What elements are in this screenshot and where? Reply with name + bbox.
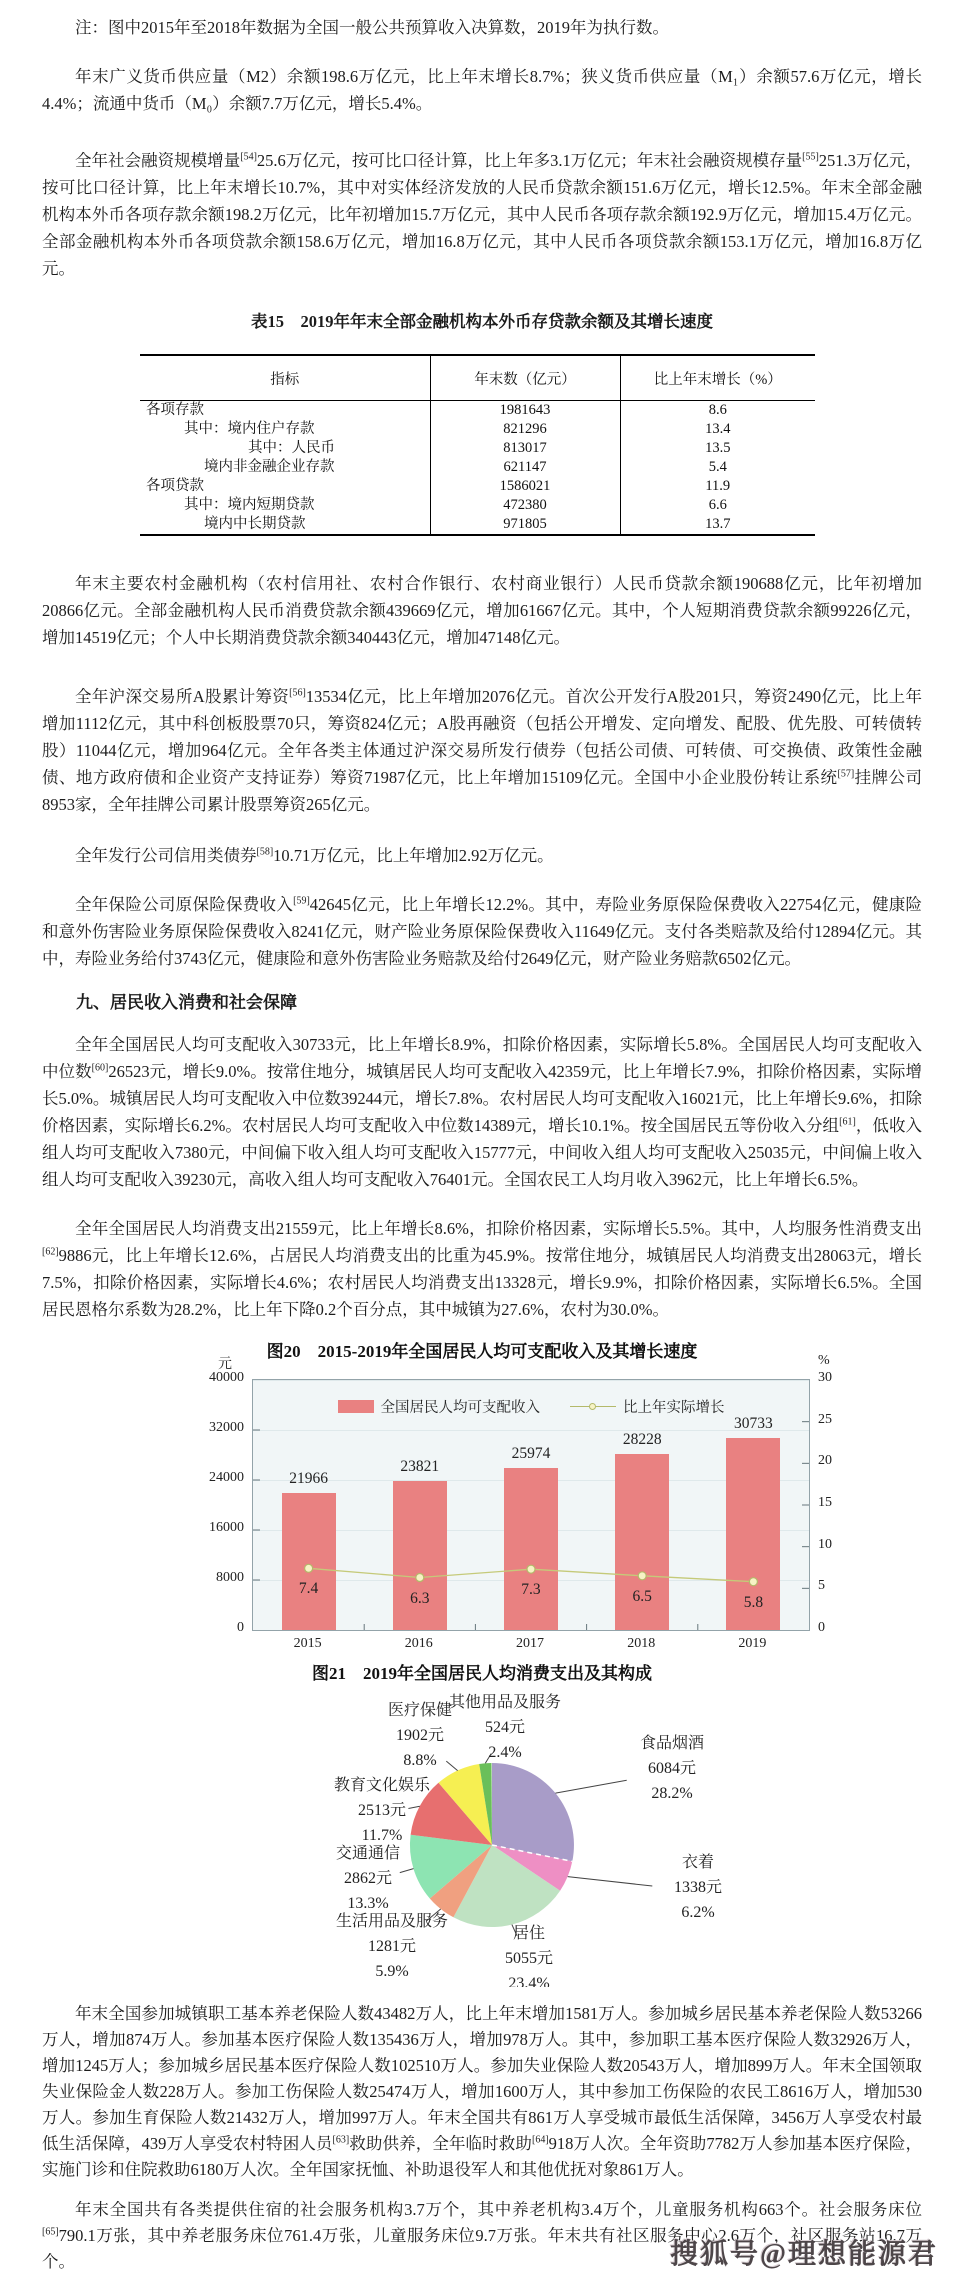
growth-cell: 5.4 xyxy=(620,458,815,477)
growth-cell: 8.6 xyxy=(620,401,815,421)
growth-cell: 13.5 xyxy=(620,439,815,458)
right-axis-tick: 20 xyxy=(818,1453,832,1469)
left-axis-tick: 8000 xyxy=(216,1570,244,1585)
line-legend-symbol xyxy=(570,1401,616,1413)
x-axis-label: 2016 xyxy=(404,1636,433,1651)
right-axis-tick: 25 xyxy=(818,1411,832,1427)
paragraph-social-services: 年末全国共有各类提供住宿的社会服务机构3.7万个，其中养老机构3.4万个，儿童服务机构663个。社会服务床位[65]790.1万张，其中养老服务床位761.4万张，儿童服务床位9.7万张。年末共有社区服务中心2.6万个，社区服务站16.7万个。 xyxy=(42,2200,923,2271)
paragraph-insurance: 全年保险公司原保险保费收入[59]42645亿元，比上年增长12.2%。其中，寿险业务原保险保费收入22754亿元，健康险和意外伤害险业务原保险保费收入8241亿元，财产险业务原保险保费收入11649亿元。支付各类赔款及给付12894亿元。其中，寿险业务给付3743亿元，健康险和意外伤害险业务赔款及给付2649亿元，财产险业务赔款6502亿元。 xyxy=(42,895,922,968)
right-axis-tick: 5 xyxy=(818,1578,825,1594)
pie-leader-食品烟酒 xyxy=(556,1780,627,1793)
growth-cell: 11.9 xyxy=(620,477,815,496)
bar-value-2015: 21966 xyxy=(289,1469,328,1487)
table-row xyxy=(140,401,815,421)
x-axis-label: 2019 xyxy=(738,1636,767,1651)
value-cell: 472380 xyxy=(430,496,620,515)
growth-label-2016: 6.3 xyxy=(410,1589,430,1607)
growth-cell: 13.7 xyxy=(620,515,815,535)
line-legend-label: 比上年实际增长 xyxy=(623,1400,725,1416)
bar-value-2017: 25974 xyxy=(511,1444,551,1462)
paragraph-income: 全年全国居民人均可支配收入30733元，比上年增长8.9%，扣除价格因素，实际增长5.8%。全国居民人均可支配收入中位数[60]26523元，增长9.0%。按常住地分，城镇居民人均可支配收入42359元，比上年增长7.9%，扣除价格因素，实际增长5.0%。城镇居民人均可支配收入中位数39244元，增长7.8%。农村居民人均可支配收入16021元，比上年增长9.6%，扣除价格因素，实际增长6.2%。农村居民人均可支配收入中位数14389元，增长10.1%。按全国居民五等份收入分组[61]，低收入组人均可支配收入7380元，中间偏下收入组人均可支配收入15777元，中间收入组人均可支配收入25035元，中间偏上收入组人均可支配收入39230元，高收入组人均可支配收入76401元。全国农民工人均月收入3962元，比上年增长6.5%。 xyxy=(42,1035,922,1189)
bar-value-2018: 28228 xyxy=(622,1430,662,1448)
pie-slice-食品烟酒 xyxy=(492,1763,574,1861)
bar-2017 xyxy=(504,1468,558,1630)
paragraph-social-security: 年末全国参加城镇职工基本养老保险人数43482万人，比上年末增加1581万人。参加城乡居民基本养老保险人数53266万人，增加874万人。参加基本医疗保险人数135436万人，增加978万人。其中，参加职工基本医疗保险人数32926万人，增加1245万人；参加城乡居民基本医疗保险人数102510万人。参加失业保险人数20543万人，增加899万人。年末全国领取失业保险金人数228万人。参加工伤保险人数25474万人，增加1600万人，其中参加工伤保险的农民工8616万人，增加530万人。参加生育保险人数21432万人，增加997万人。年末全国共有861万人享受城市最低生活保障，3456万人享受农村最低生活保障，439万人享受农村特困人员[63]救助供养，全年临时救助[64]918万人次。全年资助7782万人参加基本医疗保险，实施门诊和住院救助6180万人次。全年国家抚恤、补助退役军人和其他优抚对象861万人。 xyxy=(42,2004,923,2179)
pie-label-其他用品及服务: 其他用品及服务 524元 2.4% xyxy=(448,1694,562,1761)
left-axis-tick: 0 xyxy=(237,1620,244,1635)
table-row xyxy=(140,439,815,458)
table-row xyxy=(140,420,815,439)
right-axis-tick: 10 xyxy=(818,1536,832,1552)
table-header-row xyxy=(140,355,815,401)
pie-label-生活用品及服务: 生活用品及服务 1281元 5.9% xyxy=(335,1913,449,1980)
fig20-legend xyxy=(253,1396,809,1417)
paragraph-consumption: 全年全国居民人均消费支出21559元，比上年增长8.6%，扣除价格因素，实际增长5.5%。其中，人均服务性消费支出[62]9886元，比上年增长12.6%，占居民人均消费支出的比重为45.9%。按常住地分，城镇居民人均消费支出28063元，增长7.5%，扣除价格因素，实际增长4.6%；农村居民人均消费支出13328元，增长9.9%，扣除价格因素，实际增长6.5%。全国居民恩格尔系数为28.2%，比上年下降0.2个百分点，其中城镇为27.6%，农村为30.0%。 xyxy=(42,1219,922,1319)
watermark: 搜狐号@理想能源君 xyxy=(669,2239,938,2270)
growth-label-2017: 7.3 xyxy=(521,1581,541,1599)
figure20-bar-chart xyxy=(132,1335,832,1653)
bar-2015 xyxy=(282,1493,336,1630)
paragraph-stock-market: 全年沪深交易所A股累计筹资[56]13534亿元，比上年增加2076亿元。首次公开发行A股201只，筹资2490亿元，比上年增加1112亿元，其中科创板股票70只，筹资824亿元；A股再融资（包括公开增发、定向增发、配股、优先股、可转债转股）11044亿元，增加964亿元。全年各类主体通过沪深交易所发行债券（包括公司债、可转债、可交换债、政策性金融债、地方政府债和企业资产支持证券）筹资71987亿元，比上年增加15109亿元。全国中小企业股份转让系统[57]挂牌公司8953家，全年挂牌公司累计股票筹资265亿元。 xyxy=(42,687,923,814)
pie-label-居住: 居住 5055元 23.4% xyxy=(504,1925,554,1987)
paragraph-rural-finance: 年末主要农村金融机构（农村信用社、农村合作银行、农村商业银行）人民币贷款余额190688亿元，比年初增加20866亿元。全部金融机构人民币消费贷款余额439669亿元，增加61667亿元。其中，个人短期消费贷款余额99226亿元，增加14519亿元；个人中长期消费贷款余额340443亿元，增加47148亿元。 xyxy=(42,574,922,647)
bar-value-2016: 23821 xyxy=(400,1458,440,1476)
pie-svg xyxy=(132,1685,832,1987)
value-cell: 821296 xyxy=(430,420,620,439)
section-heading-9: 九、居民收入消费和社会保障 xyxy=(76,993,297,1012)
indicator-cell: 境内中长期贷款 xyxy=(204,516,306,532)
x-axis-label: 2017 xyxy=(515,1636,544,1651)
fig20-title: 图20 2015-2019年全国居民人均可支配收入及其增长速度 xyxy=(266,1342,698,1361)
pie-label-教育文化娱乐: 教育文化娱乐 2513元 11.7% xyxy=(333,1777,431,1844)
left-axis-tick: 24000 xyxy=(209,1470,244,1485)
table-header-cell: 比上年末增长（%） xyxy=(620,355,815,401)
pie-leader-交通通信 xyxy=(400,1869,414,1873)
indicator-cell: 各项贷款 xyxy=(146,478,204,494)
paragraph-money-supply: 年末广义货币供应量（M2）余额198.6万亿元，比上年末增长8.7%；狭义货币供应量（M₁）余额57.6万亿元，增长4.4%；流通中货币（M₀）余额7.7万亿元，增长5.4%。 xyxy=(42,67,922,113)
x-axis-label: 2015 xyxy=(293,1636,322,1651)
table-15 xyxy=(140,354,815,536)
pie-label-衣着: 衣着 1338元 6.2% xyxy=(673,1854,723,1921)
right-axis-tick: 0 xyxy=(818,1620,825,1635)
growth-cell: 13.4 xyxy=(620,420,815,439)
value-cell: 621147 xyxy=(430,458,620,477)
right-axis-tick: 15 xyxy=(818,1495,832,1510)
indicator-cell: 其中：人民币 xyxy=(248,440,335,456)
bar-value-2019: 30733 xyxy=(734,1414,773,1432)
table-row xyxy=(140,515,815,535)
legend-item-line xyxy=(570,1396,725,1417)
pie-label-医疗保健: 医疗保健 1902元 8.8% xyxy=(387,1702,453,1769)
table-header-cell: 指标 xyxy=(140,355,430,401)
growth-label-2015: 7.4 xyxy=(298,1580,319,1598)
pie-leader-教育文化娱乐 xyxy=(408,1806,419,1808)
left-axis-unit: 元 xyxy=(218,1357,232,1372)
table-row xyxy=(140,477,815,496)
paragraph-social-financing: 全年社会融资规模增量[54]25.6万亿元，按可比口径计算，比上年多3.1万亿元；年末社会融资规模存量[55]251.3万亿元，按可比口径计算，比上年末增长10.7%，其中对实体经济发放的人民币贷款余额151.6万亿元，增长12.5%。年末全部金融机构本外币各项存款余额198.2万亿元，比年初增加15.7万亿元，其中人民币各项存款余额192.9万亿元，增加15.4万亿元。全部金融机构本外币各项贷款余额158.6万亿元，增加16.8万亿元，其中人民币各项贷款余额153.1万亿元，增加16.8万亿元。 xyxy=(42,151,923,278)
paragraph-note: 注：图中2015年至2018年数据为全国一般公共预算收入决算数，2019年为执行数。 xyxy=(75,18,669,37)
indicator-cell: 其中：境内短期贷款 xyxy=(184,497,315,513)
indicator-cell: 其中：境内住户存款 xyxy=(184,421,315,437)
growth-cell: 6.6 xyxy=(620,496,815,515)
pie-leader-医疗保健 xyxy=(446,1761,457,1771)
bar-legend-swatch xyxy=(338,1400,374,1413)
pie-label-交通通信: 交通通信 2862元 13.3% xyxy=(335,1845,401,1912)
fig21-title: 图21 2019年全国居民人均消费支出及其构成 xyxy=(312,1664,652,1683)
table-row xyxy=(140,458,815,477)
indicator-cell: 各项存款 xyxy=(146,402,204,418)
growth-label-2019: 5.8 xyxy=(743,1593,764,1611)
indicator-cell: 境内非金融企业存款 xyxy=(204,459,335,475)
bar-2016 xyxy=(393,1481,447,1630)
value-cell: 971805 xyxy=(430,515,620,535)
figure21-pie-chart xyxy=(132,1657,832,1987)
bar-legend-label: 全国居民人均可支配收入 xyxy=(380,1400,540,1416)
right-axis-unit: % xyxy=(818,1353,830,1368)
table-row xyxy=(140,496,815,515)
pie-leader-衣着 xyxy=(568,1877,653,1886)
table-header-cell: 年末数（亿元） xyxy=(430,355,620,401)
value-cell: 1981643 xyxy=(430,401,620,421)
legend-item-bar xyxy=(338,1396,541,1417)
table-15-title: 表15 2019年年末全部金融机构本外币存贷款余额及其增长速度 xyxy=(251,312,713,331)
right-axis-tick: 30 xyxy=(818,1370,832,1385)
growth-label-2018: 6.5 xyxy=(632,1587,652,1605)
value-cell: 1586021 xyxy=(430,477,620,496)
left-axis-tick: 16000 xyxy=(209,1520,244,1535)
x-axis-label: 2018 xyxy=(627,1636,656,1651)
pie-label-食品烟酒: 食品烟酒 6084元 28.2% xyxy=(639,1735,705,1802)
left-axis-tick: 32000 xyxy=(209,1420,244,1435)
paragraph-corporate-bonds: 全年发行公司信用类债券[58]10.71万亿元，比上年增加2.92万亿元。 xyxy=(75,846,554,865)
document-page xyxy=(0,14,964,2280)
fig20-plot-area xyxy=(252,1379,810,1631)
value-cell: 813017 xyxy=(430,439,620,458)
left-axis-tick: 40000 xyxy=(209,1370,244,1385)
